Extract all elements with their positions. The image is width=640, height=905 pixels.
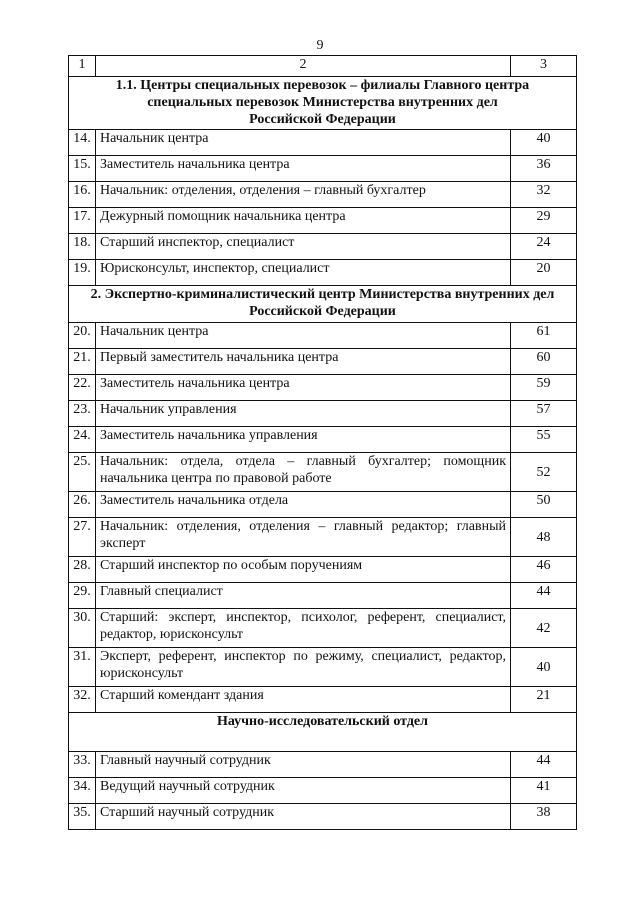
row-number: 28. (69, 557, 96, 583)
row-number: 29. (69, 583, 96, 609)
row-number: 17. (69, 208, 96, 234)
section-title-line: 1.1. Центры специальных перевозок – филиалы Главного центра (115, 78, 530, 93)
row-value: 60 (511, 349, 577, 375)
row-value: 44 (511, 752, 577, 778)
table-row (69, 260, 577, 286)
table-row (69, 323, 577, 349)
row-position: Ведущий научный сотрудник (96, 778, 511, 804)
row-value: 24 (511, 234, 577, 260)
section-title-line: Российской Федерации (249, 112, 396, 127)
row-value: 46 (511, 557, 577, 583)
section-header-row (69, 77, 577, 130)
row-number: 15. (69, 156, 96, 182)
row-number: 27. (69, 518, 96, 557)
row-position: Заместитель начальника центра (96, 156, 511, 182)
row-position: Заместитель начальника отдела (96, 492, 511, 518)
row-value: 40 (511, 648, 577, 687)
table-row (69, 687, 577, 713)
table-row (69, 156, 577, 182)
row-number: 16. (69, 182, 96, 208)
row-value: 55 (511, 427, 577, 453)
row-position: Начальник центра (96, 323, 511, 349)
row-number: 22. (69, 375, 96, 401)
table-row (69, 804, 577, 830)
row-position: Заместитель начальника центра (96, 375, 511, 401)
row-position: Начальник: отдела, отдела – главный бухгалтер; помощник начальника центра по правовой работе (96, 453, 511, 492)
section-title-line: специальных перевозок Министерства внутренних дел (147, 95, 498, 110)
row-number: 18. (69, 234, 96, 260)
positions-table (68, 55, 577, 830)
table-row (69, 453, 577, 492)
row-position: Старший комендант здания (96, 687, 511, 713)
row-value: 41 (511, 778, 577, 804)
row-value: 57 (511, 401, 577, 427)
page-number: 9 (316, 38, 324, 53)
row-value: 40 (511, 130, 577, 156)
row-value: 50 (511, 492, 577, 518)
row-value: 32 (511, 182, 577, 208)
row-position: Начальник: отделения, отделения – главный бухгалтер (96, 182, 511, 208)
row-number: 26. (69, 492, 96, 518)
row-position: Старший инспектор, специалист (96, 234, 511, 260)
row-number: 23. (69, 401, 96, 427)
row-number: 34. (69, 778, 96, 804)
row-value: 38 (511, 804, 577, 830)
row-position: Начальник управления (96, 401, 511, 427)
section-title (69, 77, 577, 130)
row-number: 31. (69, 648, 96, 687)
row-value: 29 (511, 208, 577, 234)
table-row (69, 208, 577, 234)
table-row (69, 778, 577, 804)
row-position: Юрисконсульт, инспектор, специалист (96, 260, 511, 286)
table-row (69, 349, 577, 375)
row-position: Начальник: отделения, отделения – главный редактор; главный эксперт (96, 518, 511, 557)
row-value: 61 (511, 323, 577, 349)
table-row (69, 401, 577, 427)
column-header-number: 1 (69, 56, 96, 77)
row-value: 44 (511, 583, 577, 609)
row-value: 48 (511, 518, 577, 557)
section-header-row (69, 713, 577, 752)
row-number: 35. (69, 804, 96, 830)
row-number: 25. (69, 453, 96, 492)
row-number: 20. (69, 323, 96, 349)
row-number: 24. (69, 427, 96, 453)
row-position: Старший: эксперт, инспектор, психолог, референт, специалист, редактор, юрисконсульт (96, 609, 511, 648)
table-row (69, 557, 577, 583)
table-row (69, 234, 577, 260)
row-number: 19. (69, 260, 96, 286)
section-title (69, 286, 577, 323)
column-header-value: 3 (511, 56, 577, 77)
table-row (69, 427, 577, 453)
table-row (69, 130, 577, 156)
row-value: 20 (511, 260, 577, 286)
row-number: 21. (69, 349, 96, 375)
table-row (69, 583, 577, 609)
row-value: 36 (511, 156, 577, 182)
table-row (69, 609, 577, 648)
table-row (69, 492, 577, 518)
row-value: 21 (511, 687, 577, 713)
table-header-row (69, 56, 577, 77)
row-position: Эксперт, референт, инспектор по режиму, специалист, редактор, юрисконсульт (96, 648, 511, 687)
row-position: Старший инспектор по особым поручениям (96, 557, 511, 583)
column-header-name: 2 (96, 56, 511, 77)
row-position: Первый заместитель начальника центра (96, 349, 511, 375)
row-position: Заместитель начальника управления (96, 427, 511, 453)
row-number: 32. (69, 687, 96, 713)
row-value: 52 (511, 453, 577, 492)
table-row (69, 518, 577, 557)
row-value: 42 (511, 609, 577, 648)
table-row (69, 375, 577, 401)
row-position: Главный научный сотрудник (96, 752, 511, 778)
row-number: 30. (69, 609, 96, 648)
table-row (69, 648, 577, 687)
row-position: Старший научный сотрудник (96, 804, 511, 830)
section-header-row (69, 286, 577, 323)
row-position: Главный специалист (96, 583, 511, 609)
row-number: 14. (69, 130, 96, 156)
row-position: Дежурный помощник начальника центра (96, 208, 511, 234)
section-title-line: Российской Федерации (249, 304, 396, 319)
row-value: 59 (511, 375, 577, 401)
section-title-line: 2. Экспертно-криминалистический центр Министерства внутренних дел (90, 287, 555, 302)
row-number: 33. (69, 752, 96, 778)
section-title (69, 713, 577, 752)
table-row (69, 752, 577, 778)
table-row (69, 182, 577, 208)
section-title-line: Научно-исследовательский отдел (216, 714, 429, 729)
row-position: Начальник центра (96, 130, 511, 156)
